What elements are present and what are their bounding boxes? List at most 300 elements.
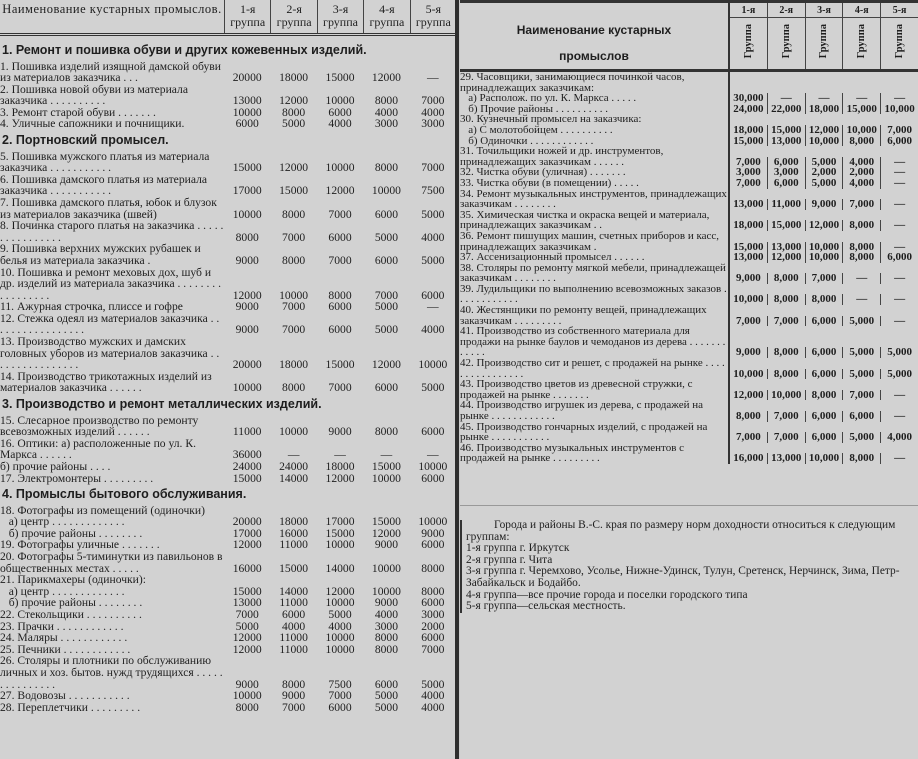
table-end-rule bbox=[460, 505, 918, 506]
value-group-4: 8000 bbox=[374, 631, 399, 645]
value-group-4: 9000 bbox=[374, 538, 399, 552]
row-label: 3. Ремонт старой обуви . . . . . . . bbox=[0, 105, 156, 119]
table-row bbox=[0, 267, 456, 302]
value-group-1: 24,000 bbox=[730, 104, 768, 115]
table-row bbox=[0, 118, 456, 130]
row-label: 4. Уличные сапожники и почнищики. bbox=[0, 117, 185, 131]
value-group-2: 6,000 bbox=[768, 157, 806, 168]
value-group-1: 7,000 bbox=[730, 178, 768, 189]
value-group-2: 22,000 bbox=[768, 104, 806, 115]
value-group-5: 10000 bbox=[418, 515, 448, 529]
value-group-2: 7000 bbox=[282, 230, 306, 244]
value-group-3: 5,000 bbox=[806, 178, 844, 189]
value-group-3: 7000 bbox=[328, 381, 352, 395]
value-group-5: 7000 bbox=[421, 94, 445, 108]
value-group-2: 15000 bbox=[279, 184, 309, 198]
value-group-3: 5,000 bbox=[806, 157, 844, 168]
right-table-body bbox=[460, 72, 918, 464]
value-group-1: 10000 bbox=[232, 207, 262, 221]
value-group-2: 5000 bbox=[282, 117, 306, 131]
note-line: 3-я группа г. Черемхово, Усолье, Нижне-Удинск, Тулун, Сретенск, Нерчинск, Зима, Петр-Забайкальск и Бодайбо. bbox=[466, 565, 900, 589]
value-group-5: 5000 bbox=[421, 253, 445, 267]
value-group-4: 4000 bbox=[374, 105, 399, 119]
value-group-4: 8,000 bbox=[843, 453, 881, 464]
value-group-5: — bbox=[894, 219, 906, 232]
row-label: б) прочие районы . . . . . . . . bbox=[0, 526, 143, 540]
row-label: 42. Производство сит и решет, с продажей на рынке . . . . . . . . . . . . . . . . bbox=[460, 358, 730, 379]
value-group-4: 8000 bbox=[374, 161, 399, 175]
value-group-2: 11000 bbox=[279, 631, 308, 645]
value-group-5: 4000 bbox=[421, 230, 445, 244]
value-group-3: 18,000 bbox=[806, 104, 844, 115]
group-ordinal: 3-я bbox=[806, 3, 843, 18]
value-group-5: 6000 bbox=[421, 288, 445, 302]
value-group-3: 6,000 bbox=[806, 369, 844, 380]
value-group-4: 4000 bbox=[374, 607, 399, 621]
value-group-3: 10000 bbox=[325, 631, 355, 645]
value-group-3: 6,000 bbox=[806, 432, 844, 443]
row-label: б) Прочие районы . . . . . . . . . . bbox=[460, 104, 730, 115]
table-row bbox=[0, 84, 456, 107]
value-group-5: 10000 bbox=[418, 459, 448, 473]
value-group-4: 15,000 bbox=[843, 104, 881, 115]
value-group-4: — bbox=[843, 294, 881, 305]
value-group-4: 6000 bbox=[374, 207, 399, 221]
row-label: 12. Стежка одеял из материалов заказчика . . . . . . . . . . . . . . . . . bbox=[0, 311, 223, 337]
value-group-2: 6000 bbox=[282, 607, 306, 621]
value-group-2: 7000 bbox=[282, 323, 306, 337]
row-label: 1. Пошивка изделий изящной дамской обуви из материалов заказчика . . . bbox=[0, 59, 224, 85]
value-group-1: 7,000 bbox=[730, 432, 768, 443]
value-group-1: 20000 bbox=[232, 358, 262, 372]
row-label: 24. Маляры . . . . . . . . . . . . bbox=[0, 631, 128, 645]
value-group-1: 20000 bbox=[232, 515, 262, 529]
table-row bbox=[460, 72, 918, 104]
value-group-1: 8,000 bbox=[730, 411, 768, 422]
value-group-4: 5000 bbox=[374, 689, 399, 703]
value-group-1: 9000 bbox=[235, 253, 259, 267]
value-group-3: 18000 bbox=[325, 459, 355, 473]
value-group-5: 2000 bbox=[421, 619, 445, 633]
value-group-3: 8,000 bbox=[806, 390, 844, 401]
row-label: 38. Столяры по ремонту мягкой мебели, принадлежащей заказчикам . . . . . . . . bbox=[460, 261, 729, 285]
header-group-4: 4-я группа bbox=[364, 0, 410, 33]
group-legend-note bbox=[460, 520, 918, 613]
value-group-1: 15000 bbox=[232, 471, 262, 485]
value-group-1: 7000 bbox=[235, 607, 259, 621]
value-group-5: 4000 bbox=[421, 689, 445, 703]
section-title: 1. Ремонт и пошивка обуви и других кожевенных изделий. bbox=[2, 43, 367, 57]
row-label: 33. Чистка обуви (в помещении) . . . . . bbox=[460, 178, 730, 189]
value-group-5: 5,000 bbox=[887, 346, 912, 359]
group-ordinal: 4-я bbox=[843, 3, 880, 18]
row-label: б) прочие районы . . . . . . . . bbox=[0, 596, 143, 610]
value-group-5: 3000 bbox=[421, 117, 445, 131]
value-group-4: 5000 bbox=[374, 300, 399, 314]
table-row bbox=[0, 61, 456, 84]
row-label: 25. Печники . . . . . . . . . . . . bbox=[0, 642, 131, 656]
value-group-1: 7,000 bbox=[730, 157, 768, 168]
row-label: 5. Пошивка мужского платья из материала заказчика . . . . . . . . . . . bbox=[0, 149, 213, 175]
value-group-2: 12,000 bbox=[768, 252, 806, 263]
value-group-2: 11000 bbox=[279, 538, 308, 552]
header-group-3: 3-я группа bbox=[318, 0, 364, 33]
table-row bbox=[0, 702, 456, 714]
value-group-1: 16000 bbox=[232, 561, 262, 575]
value-group-2: 13,000 bbox=[768, 136, 806, 147]
table-row bbox=[460, 326, 918, 358]
value-group-3: 10000 bbox=[325, 161, 355, 175]
value-group-3: 10,000 bbox=[806, 242, 844, 253]
value-group-5: — bbox=[894, 293, 906, 306]
value-group-3: 12000 bbox=[325, 184, 355, 198]
table-row bbox=[0, 371, 456, 394]
value-group-5: 7000 bbox=[421, 161, 445, 175]
value-group-2: 8000 bbox=[282, 381, 306, 395]
row-label: 8. Починка старого платья на заказчика . . . . . . . . . . . . . . . . bbox=[0, 219, 227, 244]
header-group-1: 1-я группа bbox=[225, 0, 271, 33]
value-group-2: 12000 bbox=[279, 161, 309, 175]
value-group-5: 10,000 bbox=[884, 102, 915, 115]
row-label: 40. Жестянщики по ремонту вещей, принадлежащих заказчикам . . . . . . . . . bbox=[460, 305, 730, 326]
value-group-3: 15000 bbox=[325, 71, 355, 85]
row-label: 41. Производство из собственного материала для продажи на рынке баулов и чемоданов из дерева . . . . . . . . . . . . bbox=[460, 325, 729, 359]
value-group-3: 6000 bbox=[328, 105, 352, 119]
header-group-5: 5-я группа bbox=[415, 2, 451, 29]
header-name-column: Наименование кустарных промыслов. bbox=[0, 0, 225, 33]
value-group-5: 6,000 bbox=[887, 134, 912, 147]
value-group-5: — bbox=[427, 300, 439, 314]
table-row bbox=[0, 220, 456, 243]
row-label: 29. Часовщики, занимающиеся починкой часов, принадлежащих заказчикам: а) Располож. по ул. К. Маркса . . . . . bbox=[460, 72, 730, 104]
value-group-2: 16000 bbox=[279, 526, 309, 540]
value-group-4: 6000 bbox=[374, 677, 399, 691]
value-group-3: 9000 bbox=[328, 425, 352, 439]
table-row bbox=[0, 461, 456, 473]
value-group-4: 3000 bbox=[374, 117, 399, 131]
row-label: 18. Фотографы из помещений (одиночки) а) центр . . . . . . . . . . . . . bbox=[0, 503, 205, 529]
value-group-3: 6000 bbox=[328, 230, 352, 244]
value-group-2: 13,000 bbox=[768, 242, 806, 253]
value-group-5: 7000 bbox=[421, 642, 445, 656]
value-group-4: 8,000 bbox=[843, 252, 881, 263]
value-group-1: 24000 bbox=[232, 459, 262, 473]
row-label: 20. Фотографы 5-тиминутки из павильонов в общественных местах . . . . . bbox=[0, 549, 226, 575]
value-group-1: 16,000 bbox=[730, 453, 768, 464]
value-group-4: 5000 bbox=[374, 230, 399, 244]
value-group-2: 14000 bbox=[279, 584, 309, 598]
value-group-1: 10000 bbox=[232, 381, 262, 395]
row-label: 39. Лудильщики по выполнению всевозможных заказов . . . . . . . . . . . . bbox=[460, 282, 730, 306]
value-group-1: 12000 bbox=[232, 631, 262, 645]
left-table-header bbox=[0, 0, 456, 36]
table-row bbox=[460, 358, 918, 379]
value-group-1: 20000 bbox=[232, 71, 262, 85]
table-row bbox=[0, 174, 456, 197]
row-label: 23. Прачки . . . . . . . . . . . . bbox=[0, 619, 124, 633]
value-group-5: 5,000 bbox=[887, 367, 912, 380]
table-row bbox=[460, 422, 918, 443]
table-row bbox=[460, 263, 918, 284]
value-group-3: 14000 bbox=[325, 561, 355, 575]
value-group-2: 7,000 bbox=[768, 411, 806, 422]
value-group-1: 17000 bbox=[232, 184, 262, 198]
value-group-2: — bbox=[287, 448, 300, 462]
value-group-2: 11000 bbox=[279, 642, 308, 656]
value-group-4: 2,000 bbox=[843, 167, 881, 178]
value-group-1: 10,000 bbox=[730, 369, 768, 380]
value-group-4: 5000 bbox=[374, 323, 399, 337]
value-group-2: 8000 bbox=[282, 207, 306, 221]
value-group-4: 5,000 bbox=[843, 347, 881, 358]
value-group-3: 7000 bbox=[328, 207, 352, 221]
row-label: 16. Оптики: а) расположенные по ул. К. Маркса . . . . . . bbox=[0, 436, 199, 462]
value-group-2: 8,000 bbox=[768, 294, 806, 305]
value-group-2: 15,000 bbox=[768, 220, 806, 231]
value-group-2: 8000 bbox=[282, 677, 306, 691]
value-group-5: 4000 bbox=[421, 105, 445, 119]
right-table-panel bbox=[460, 0, 918, 759]
value-group-3: 15000 bbox=[325, 526, 355, 540]
value-group-1: 15,000 bbox=[730, 242, 768, 253]
group-label: Группа bbox=[742, 24, 754, 59]
group-ordinal: 5-я bbox=[881, 3, 918, 18]
value-group-3: 6,000 bbox=[806, 316, 844, 327]
value-group-5: 3000 bbox=[421, 607, 445, 621]
row-label: 19. Фотографы уличные . . . . . . . bbox=[0, 538, 160, 552]
row-label: 32. Чистка обуви (уличная) . . . . . . . bbox=[460, 167, 730, 178]
value-group-1: 8000 bbox=[235, 700, 259, 714]
value-group-1: 10,000 bbox=[730, 294, 768, 305]
value-group-1: 13000 bbox=[232, 596, 262, 610]
value-group-2: 11,000 bbox=[768, 199, 806, 210]
value-group-2: 10000 bbox=[279, 425, 309, 439]
value-group-2: 11000 bbox=[279, 596, 308, 610]
value-group-5: 6,000 bbox=[887, 251, 912, 264]
value-group-3: 10,000 bbox=[806, 136, 844, 147]
value-group-1: 10000 bbox=[232, 105, 262, 119]
row-label: 30. Кузнечный промысел на заказчика: а) С молотобойцем . . . . . . . . . . bbox=[460, 114, 730, 135]
value-group-1: 15000 bbox=[232, 584, 262, 598]
value-group-4: 7000 bbox=[374, 288, 399, 302]
value-group-4: — bbox=[843, 93, 881, 104]
value-group-1: 13,000 bbox=[730, 199, 768, 210]
row-label: 6. Пошивка дамского платья из материала заказчика . . . . . . . . . . . bbox=[0, 172, 210, 198]
value-group-3: 6000 bbox=[328, 323, 352, 337]
table-row bbox=[460, 231, 918, 252]
value-group-2: 13,000 bbox=[768, 453, 806, 464]
value-group-2: 7000 bbox=[282, 700, 306, 714]
row-label: б) прочие районы . . . . bbox=[0, 459, 111, 473]
value-group-1: 18,000 bbox=[730, 220, 768, 231]
value-group-4: 10000 bbox=[371, 471, 401, 485]
row-label: 22. Стекольщики . . . . . . . . . . bbox=[0, 607, 142, 621]
value-group-5: 7,000 bbox=[887, 123, 912, 136]
row-label: 10. Пошивка и ремонт меховых дох, шуб и др. изделий из материала заказчика . . . . . . . . . . . . . . . . . bbox=[0, 265, 224, 302]
value-group-3: 12,000 bbox=[806, 125, 844, 136]
note-line: 4-я группа—все прочие города и поселки городского типа bbox=[466, 588, 748, 601]
table-row bbox=[0, 655, 456, 690]
value-group-4: 8000 bbox=[374, 425, 399, 439]
value-group-1: 12000 bbox=[232, 642, 262, 656]
table-row bbox=[0, 574, 456, 597]
value-group-2: 18000 bbox=[279, 515, 309, 529]
value-group-2: 8000 bbox=[282, 105, 306, 119]
row-label: 37. Ассенизационный промысел . . . . . . bbox=[460, 252, 730, 263]
value-group-2: — bbox=[768, 93, 806, 104]
row-label: 13. Производство мужских и дамских головных уборов из материалов заказчика . . . . . . . . . . . . . . . . bbox=[0, 335, 223, 372]
value-group-4: — bbox=[843, 273, 881, 284]
header-group-2 bbox=[768, 3, 806, 69]
row-label: 7. Пошивка дамского платья, юбок и блузок из материалов заказчика (швей) bbox=[0, 195, 220, 221]
table-row bbox=[0, 313, 456, 336]
value-group-4: 8,000 bbox=[843, 242, 881, 253]
value-group-1: 7,000 bbox=[730, 316, 768, 327]
section-title: 2. Портновский промысел. bbox=[2, 133, 169, 148]
value-group-2: 12000 bbox=[279, 94, 309, 108]
value-group-3: 10000 bbox=[325, 94, 355, 108]
value-group-4: 5,000 bbox=[843, 432, 881, 443]
header-group-1 bbox=[730, 3, 768, 69]
value-group-3: 6,000 bbox=[806, 347, 844, 358]
value-group-5: 10000 bbox=[418, 358, 448, 372]
note-line: 1-я группа г. Иркутск bbox=[466, 542, 570, 555]
value-group-4: 15000 bbox=[371, 459, 401, 473]
value-group-3: 10,000 bbox=[806, 453, 844, 464]
value-group-5: 8000 bbox=[421, 561, 445, 575]
value-group-4: 5,000 bbox=[843, 316, 881, 327]
value-group-5: 8000 bbox=[421, 584, 445, 598]
value-group-1: 5000 bbox=[235, 619, 259, 633]
value-group-2: 18000 bbox=[279, 71, 309, 85]
header-name-line1: Наименование кустарных bbox=[516, 23, 672, 37]
value-group-1: 9000 bbox=[235, 323, 259, 337]
section-title: 4. Промыслы бытового обслуживания. bbox=[2, 487, 247, 502]
row-label: 36. Ремонт пишущих машин, счетных приборов и касс, принадлежащих заказчикам . bbox=[460, 231, 730, 252]
value-group-4: 9000 bbox=[374, 596, 399, 610]
table-row bbox=[460, 305, 918, 326]
value-group-5: — bbox=[427, 71, 439, 85]
value-group-5: — bbox=[894, 92, 906, 105]
value-group-4: 10000 bbox=[371, 561, 401, 575]
value-group-2: 15,000 bbox=[768, 125, 806, 136]
value-group-1: 30,000 bbox=[730, 93, 768, 104]
value-group-4: 5000 bbox=[374, 700, 399, 714]
header-group-2: 2-я группа bbox=[271, 0, 317, 33]
value-group-2: 8,000 bbox=[768, 273, 806, 284]
value-group-3: 10000 bbox=[325, 642, 355, 656]
value-group-5: 4,000 bbox=[887, 431, 912, 444]
value-group-3: 5000 bbox=[328, 607, 352, 621]
table-row bbox=[0, 415, 456, 438]
value-group-2: 6,000 bbox=[768, 178, 806, 189]
note-line: 5-я группа—сельская местность. bbox=[466, 600, 626, 613]
value-group-4: 6000 bbox=[374, 253, 399, 267]
value-group-4: 8000 bbox=[374, 642, 399, 656]
table-row bbox=[0, 632, 456, 644]
value-group-3: 8000 bbox=[328, 288, 352, 302]
value-group-3: 7,000 bbox=[806, 273, 844, 284]
value-group-2: 7000 bbox=[282, 300, 306, 314]
value-group-1: 9000 bbox=[235, 300, 259, 314]
group-label: Группа bbox=[894, 24, 906, 59]
table-row bbox=[0, 151, 456, 174]
table-row bbox=[460, 379, 918, 400]
group-label: Группа bbox=[818, 24, 830, 59]
value-group-5: — bbox=[894, 388, 906, 401]
group-label: Группа bbox=[856, 24, 868, 59]
value-group-5: 6000 bbox=[421, 425, 445, 439]
value-group-1: 12,000 bbox=[730, 390, 768, 401]
value-group-1: 3,000 bbox=[730, 167, 768, 178]
value-group-4: 3000 bbox=[374, 619, 399, 633]
value-group-5: — bbox=[894, 452, 906, 465]
value-group-1: 9,000 bbox=[730, 273, 768, 284]
value-group-1: 9,000 bbox=[730, 347, 768, 358]
row-label: 11. Ажурная строчка, плиссе и гофре bbox=[0, 300, 183, 314]
value-group-1: 15,000 bbox=[730, 136, 768, 147]
value-group-1: 12000 bbox=[232, 538, 262, 552]
value-group-3: 7000 bbox=[328, 253, 352, 267]
value-group-5: — bbox=[894, 240, 906, 253]
row-label: 26. Столяры и плотники по обслуживанию личных и хоз. бытов. нужд трудящихся . . . . . . . . . . . . . . . bbox=[0, 654, 226, 691]
value-group-5: 5000 bbox=[421, 381, 445, 395]
value-group-3: 15000 bbox=[325, 358, 355, 372]
row-label: 43. Производство цветов из древесной стружки, с продажей на рынке . . . . . . . bbox=[460, 379, 730, 400]
left-table-panel bbox=[0, 0, 456, 759]
value-group-5: 6000 bbox=[421, 471, 445, 485]
row-label: 46. Производство музыкальных инструментов с продажей на рынке . . . . . . . . . bbox=[460, 443, 730, 464]
value-group-5: 4000 bbox=[421, 700, 445, 714]
value-group-1: 12000 bbox=[232, 288, 262, 302]
row-label: 21. Парикмахеры (одиночки): а) центр . . . . . . . . . . . . . bbox=[0, 573, 146, 598]
row-label: 45. Производство гончарных изделий, с продажей на рынке . . . . . . . . . . . bbox=[460, 422, 730, 443]
value-group-1: 10000 bbox=[232, 689, 262, 703]
row-label: 34. Ремонт музыкальных инструментов, принадлежащих заказчикам . . . . . . . . bbox=[460, 187, 730, 211]
table-row bbox=[0, 336, 456, 371]
value-group-4: 12000 bbox=[371, 358, 401, 372]
value-group-5: 6000 bbox=[421, 538, 445, 552]
value-group-3: 7500 bbox=[328, 677, 352, 691]
value-group-4: 8,000 bbox=[843, 220, 881, 231]
row-label: б) Одиночки . . . . . . . . . . . . bbox=[460, 136, 730, 147]
value-group-5: 6000 bbox=[421, 631, 445, 645]
value-group-5: 4000 bbox=[421, 323, 445, 337]
value-group-2: 8000 bbox=[282, 253, 306, 267]
value-group-5: — bbox=[894, 410, 906, 422]
value-group-4: 8000 bbox=[374, 94, 399, 108]
value-group-4: 15000 bbox=[371, 515, 401, 529]
value-group-4: 4,000 bbox=[843, 178, 881, 189]
value-group-1: 18,000 bbox=[730, 125, 768, 136]
header-group-3 bbox=[806, 3, 844, 69]
value-group-2: 8,000 bbox=[768, 347, 806, 358]
value-group-3: — bbox=[806, 93, 844, 104]
table-row bbox=[0, 197, 456, 220]
group-label: Группа bbox=[780, 24, 792, 59]
note-line: 2-я группа г. Чита bbox=[466, 553, 553, 566]
row-label: 15. Слесарное производство по ремонту всевозможных изделий . . . . . . bbox=[0, 413, 202, 439]
right-table-header bbox=[460, 0, 918, 72]
value-group-2: 18000 bbox=[279, 358, 309, 372]
value-group-1: 15000 bbox=[232, 161, 262, 175]
value-group-1: 17000 bbox=[232, 526, 262, 540]
table-row bbox=[0, 551, 456, 574]
row-label: 14. Производство трикотажных изделий из материалов заказчика . . . . . . bbox=[0, 369, 215, 395]
value-group-3: 12,000 bbox=[806, 220, 844, 231]
value-group-1: 11000 bbox=[232, 425, 262, 439]
value-group-1: 6000 bbox=[235, 117, 259, 131]
